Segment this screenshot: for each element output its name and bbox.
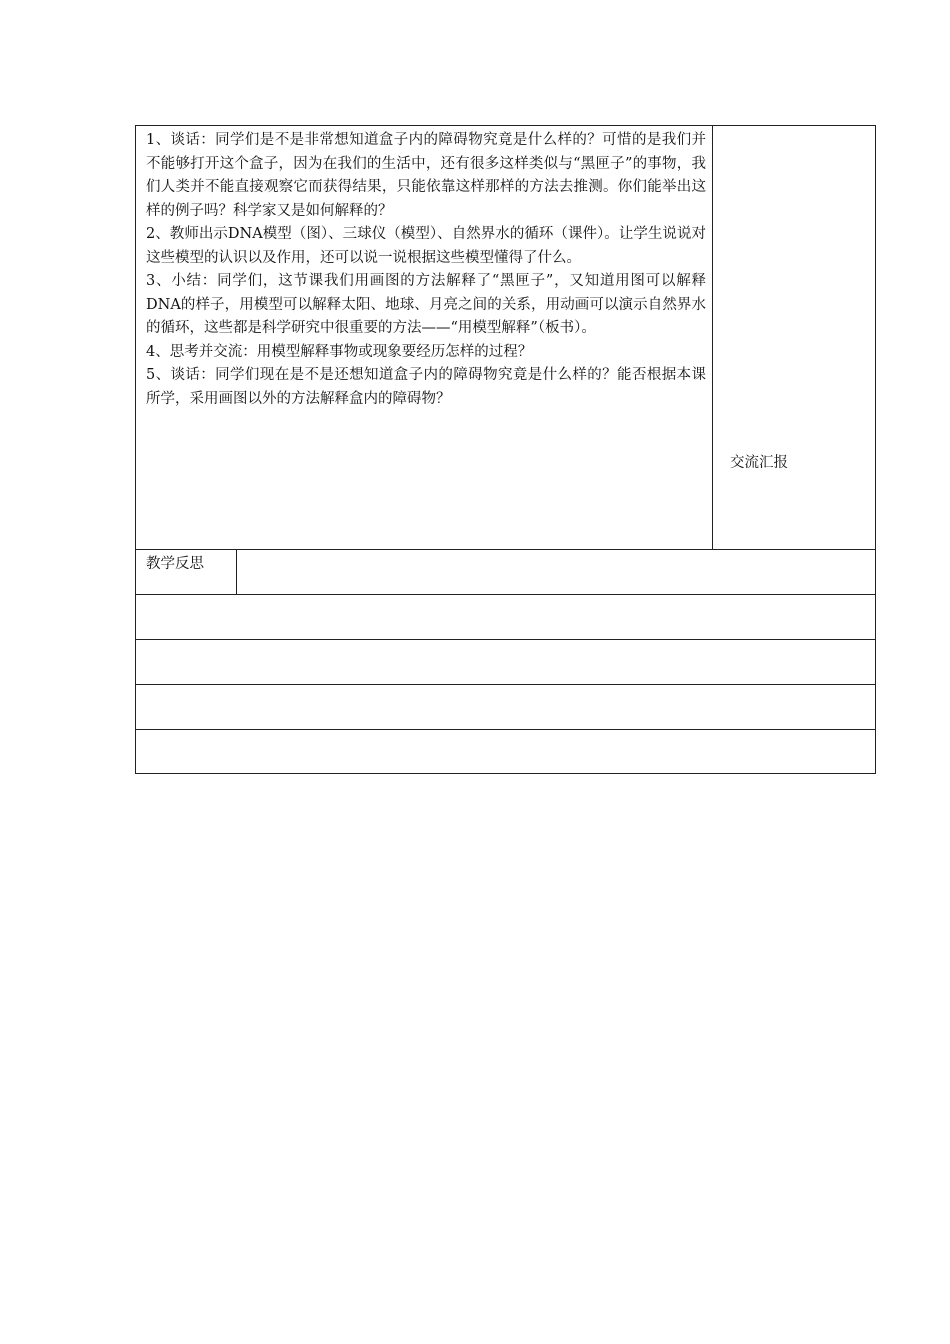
paragraph-1: 1、谈话：同学们是不是非常想知道盒子内的障碍物究竟是什么样的？可惜的是我们并不能够打开这个盒子，因为在我们的生活中，还有很多这样类似与“黑匣子”的事物，我们人类并不能直接观察它而获得结果，只能依靠这样那样的方法去推测。你们能举出这样的例子吗？科学家又是如何解释的？	[146, 132, 706, 219]
paragraph-3: 3、小结：同学们，这节课我们用画图的方法解释了“黑匣子”，又知道用图可以解释DNA的样子，用模型可以解释太阳、地球、月亮之间的关系，用动画可以演示自然界水的循环，这些都是科学研究中很重要的方法——“用模型解释”（板书）。	[146, 273, 706, 336]
student-activity-label: 交流汇报	[730, 455, 788, 471]
column-divider	[712, 126, 713, 549]
reflection-label: 教学反思	[146, 556, 204, 572]
paragraph-2: 2、教师出示DNA模型（图）、三球仪（模型）、自然界水的循环（课件）。让学生说说对这些模型的认识以及作用，还可以说一说根据这些模型懂得了什么。	[146, 226, 706, 266]
row-divider-4	[136, 684, 875, 685]
teaching-process-cell	[146, 129, 706, 411]
row-divider-3	[136, 639, 875, 640]
reflection-label-divider	[236, 549, 237, 594]
paragraph-5: 5、谈话：同学们现在是不是还想知道盒子内的障碍物究竟是什么样的？能否根据本课所学，采用画图以外的方法解释盒内的障碍物？	[146, 367, 706, 407]
row-divider-5	[136, 729, 875, 730]
paragraph-4: 4、思考并交流：用模型解释事物或现象要经历怎样的过程？	[146, 343, 533, 360]
row-divider-1	[136, 549, 875, 550]
row-divider-2	[136, 594, 875, 595]
lesson-table	[135, 125, 876, 774]
